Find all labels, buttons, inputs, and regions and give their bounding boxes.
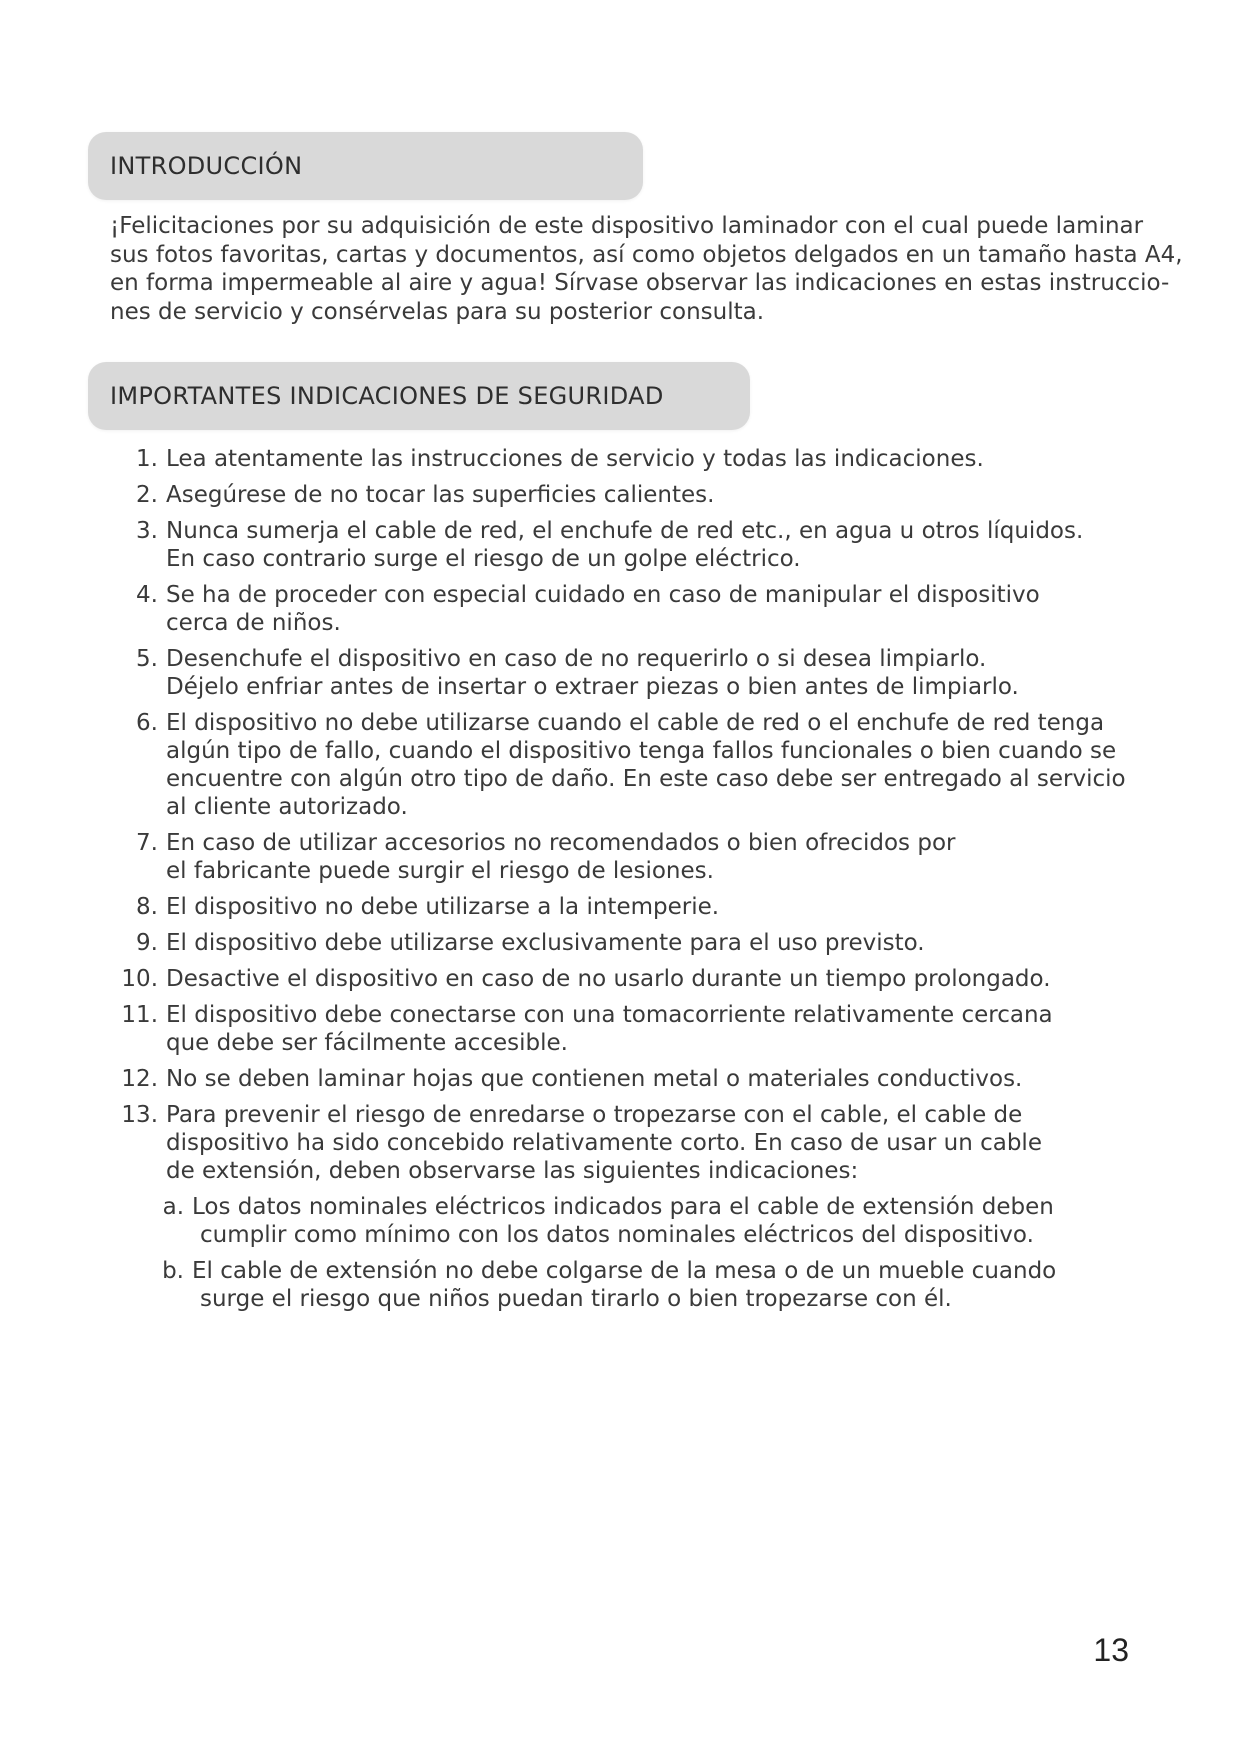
list-item-number: 5. xyxy=(136,646,158,672)
list-item-line: En caso de utilizar accesorios no recomendados o bien ofrecidos por xyxy=(166,830,956,856)
sub-list-item-text xyxy=(192,1257,1056,1313)
list-item-text xyxy=(166,965,1051,993)
list-item-line: encuentre con algún otro tipo de daño. En este caso debe ser entregado al servicio xyxy=(166,766,1126,792)
list-item-text xyxy=(166,929,925,957)
list-item-text xyxy=(166,709,1126,821)
list-item-line: cerca de niños. xyxy=(166,610,341,636)
sub-list-item-line: cumplir como mínimo con los datos nominales eléctricos del dispositivo. xyxy=(200,1222,1034,1248)
sub-list-item xyxy=(160,1257,1130,1313)
list-item-line: El dispositivo debe conectarse con una tomacorriente relativamente cercana xyxy=(166,1002,1053,1028)
list-item-line: Asegúrese de no tocar las superficies calientes. xyxy=(166,482,715,508)
list-item-line: el fabricante puede surgir el riesgo de lesiones. xyxy=(166,858,714,884)
list-item-text xyxy=(166,893,719,921)
list-item-text xyxy=(166,829,955,885)
list-item-number: 3. xyxy=(136,518,158,544)
intro-heading: INTRODUCCIÓN xyxy=(110,152,303,180)
safety-list xyxy=(110,445,1130,1321)
intro-line: sus fotos favoritas, cartas y documentos, así como objetos delgados en un tamaño hasta A4, xyxy=(110,241,1183,268)
list-item-number: 2. xyxy=(136,482,158,508)
list-item xyxy=(110,581,1130,637)
list-item xyxy=(110,893,1130,921)
list-item-number: 13. xyxy=(121,1102,158,1128)
list-item-number: 12. xyxy=(121,1066,158,1092)
intro-line: ¡Felicitaciones por su adquisición de este dispositivo laminador con el cual puede laminar xyxy=(110,213,1144,239)
list-item xyxy=(110,1101,1130,1185)
intro-line: nes de servicio y consérvelas para su posterior consulta. xyxy=(110,298,765,325)
safety-heading: IMPORTANTES INDICACIONES DE SEGURIDAD xyxy=(110,382,664,410)
sub-list-item-line: Los datos nominales eléctricos indicados para el cable de extensión deben xyxy=(192,1194,1054,1220)
list-item xyxy=(110,517,1130,573)
list-item xyxy=(110,1065,1130,1093)
list-item xyxy=(110,481,1130,509)
list-item-text xyxy=(166,517,1083,573)
list-item xyxy=(110,1001,1130,1057)
list-item-number: 9. xyxy=(136,930,158,956)
list-item-text xyxy=(166,581,1040,637)
list-item-line: al cliente autorizado. xyxy=(166,794,408,820)
safety-heading-bar xyxy=(88,362,750,430)
list-item-line: Déjelo enfriar antes de insertar o extraer piezas o bien antes de limpiarlo. xyxy=(166,674,1019,700)
sub-list-item-text xyxy=(192,1193,1054,1249)
list-item-line: algún tipo de fallo, cuando el dispositivo tenga fallos funcionales o bien cuando se xyxy=(166,738,1117,764)
list-item-text xyxy=(166,445,984,473)
list-item-line: Nunca sumerja el cable de red, el enchufe de red etc., en agua u otros líquidos. xyxy=(166,518,1084,544)
list-item xyxy=(110,929,1130,957)
list-item-text xyxy=(166,1101,1042,1185)
sub-list-item-letter: b. xyxy=(162,1258,184,1284)
list-item xyxy=(110,709,1130,821)
list-item-number: 4. xyxy=(136,582,158,608)
intro-heading-bar xyxy=(88,132,643,200)
list-item-text xyxy=(166,1001,1053,1057)
sub-list-item-line: surge el riesgo que niños puedan tirarlo o bien tropezarse con él. xyxy=(200,1286,952,1312)
list-item xyxy=(110,829,1130,885)
list-item-line: Para prevenir el riesgo de enredarse o tropezarse con el cable, el cable de xyxy=(166,1102,1023,1128)
list-item-number: 11. xyxy=(121,1002,158,1028)
list-item xyxy=(110,445,1130,473)
list-item-line: El dispositivo no debe utilizarse cuando el cable de red o el enchufe de red tenga xyxy=(166,710,1105,736)
list-item-line: Lea atentamente las instrucciones de servicio y todas las indicaciones. xyxy=(166,446,984,472)
list-item-line: El dispositivo debe utilizarse exclusivamente para el uso previsto. xyxy=(166,930,925,956)
list-item-number: 1. xyxy=(136,446,158,472)
list-item-line: dispositivo ha sido concebido relativamente corto. En caso de usar un cable xyxy=(166,1130,1042,1156)
list-item-number: 7. xyxy=(136,830,158,856)
list-item-line: El dispositivo no debe utilizarse a la intemperie. xyxy=(166,894,720,920)
intro-line: en forma impermeable al aire y agua! Sírvase observar las indicaciones en estas instruccio- xyxy=(110,270,1170,296)
sub-list-item-line: El cable de extensión no debe colgarse de la mesa o de un mueble cuando xyxy=(192,1258,1057,1284)
list-item-text xyxy=(166,481,714,509)
list-item-line: Desenchufe el dispositivo en caso de no requerirlo o si desea limpiarlo. xyxy=(166,646,987,672)
list-item xyxy=(110,965,1130,993)
sub-list-item xyxy=(160,1193,1130,1249)
page-number: 13 xyxy=(1093,1632,1129,1668)
list-item-number: 8. xyxy=(136,894,158,920)
list-item-line: Desactive el dispositivo en caso de no usarlo durante un tiempo prolongado. xyxy=(166,966,1051,992)
list-item-line: que debe ser fácilmente accesible. xyxy=(166,1030,568,1056)
list-item-number: 6. xyxy=(136,710,158,736)
list-item-text xyxy=(166,1065,1022,1093)
list-item-number: 10. xyxy=(121,966,158,992)
sub-list-item-letter: a. xyxy=(162,1194,184,1220)
list-item-text xyxy=(166,645,1019,701)
list-item-line: Se ha de proceder con especial cuidado en caso de manipular el dispositivo xyxy=(166,582,1040,608)
list-item-line: No se deben laminar hojas que contienen metal o materiales conductivos. xyxy=(166,1066,1023,1092)
intro-paragraph xyxy=(110,212,1183,326)
list-item xyxy=(110,645,1130,701)
list-item-line: de extensión, deben observarse las siguientes indicaciones: xyxy=(166,1158,859,1184)
list-item-line: En caso contrario surge el riesgo de un golpe eléctrico. xyxy=(166,546,801,572)
